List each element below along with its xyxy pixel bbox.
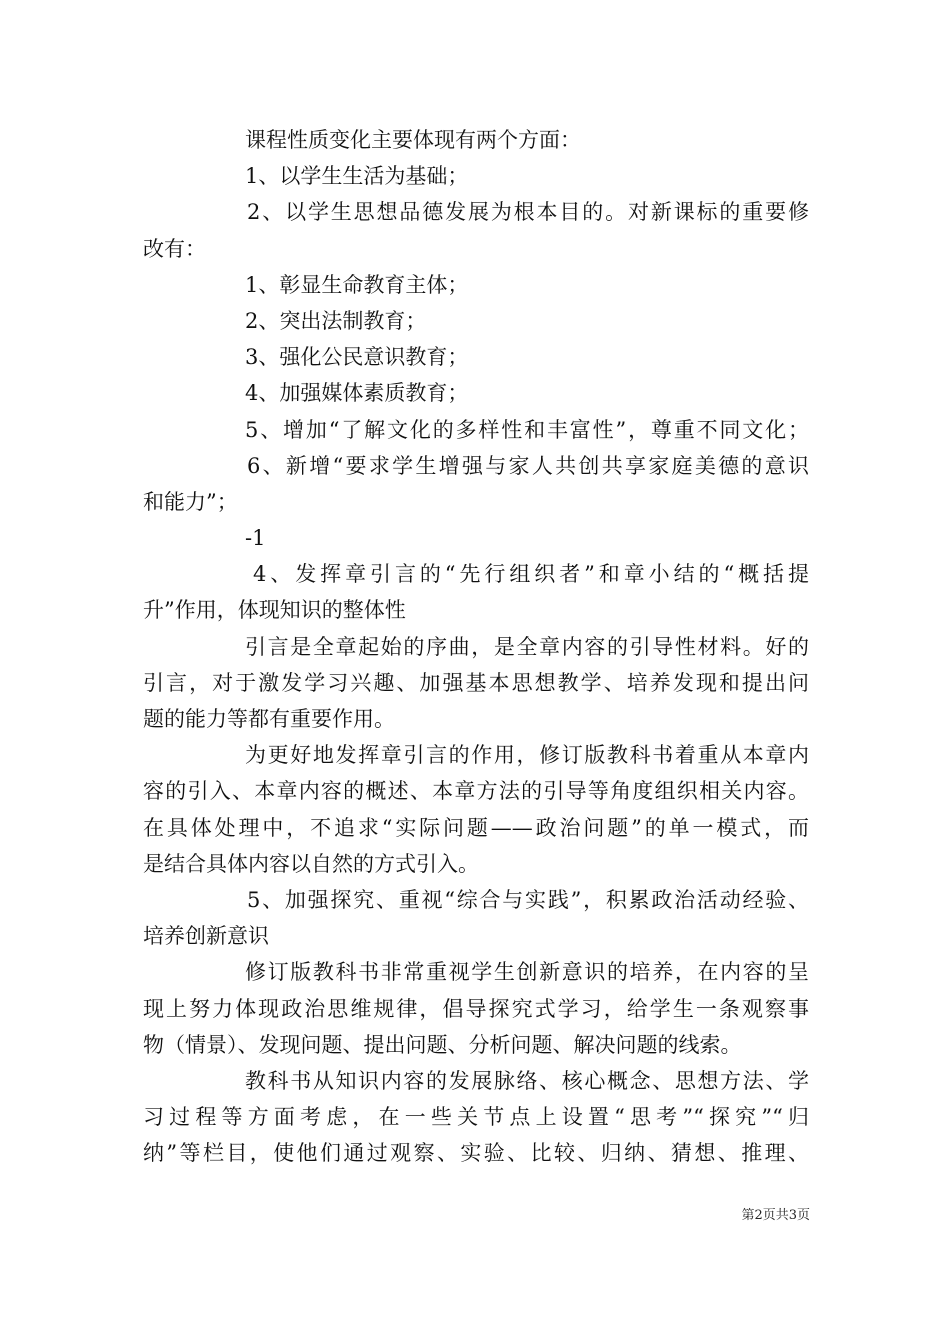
text-line: 5、加强探究、重视“综合与实践”，积累政治活动经验、 bbox=[247, 887, 809, 912]
text-line: 题的能力等都有重要作用。 bbox=[143, 707, 395, 731]
text-line: 课程性质变化主要体现有两个方面： bbox=[245, 128, 581, 152]
text-line: 4、发挥章引言的“先行组织者”和章小结的“概括提 bbox=[253, 562, 809, 587]
text-line: 3、强化公民意识教育； bbox=[245, 345, 469, 370]
text-line: 4、加强媒体素质教育； bbox=[245, 381, 469, 406]
text-line: 和能力”； bbox=[143, 489, 238, 514]
text-line: 2、突出法制教育； bbox=[245, 308, 427, 333]
text-line: 为更好地发挥章引言的作用，修订版教科书着重从本章内 bbox=[245, 743, 809, 768]
text-line: 纳”等栏目，使他们通过观察、实验、比较、归纳、猜想、推理、 bbox=[143, 1141, 809, 1166]
text-line: 习过程等方面考虑，在一些关节点上设置“思考”“探究”“归 bbox=[143, 1105, 809, 1130]
text-line: 引言是全章起始的序曲，是全章内容的引导性材料。好的 bbox=[245, 634, 809, 659]
text-line: 6、新增“要求学生增强与家人共创共享家庭美德的意识 bbox=[247, 453, 809, 478]
text-line: 修订版教科书非常重视学生创新意识的培养，在内容的呈 bbox=[245, 960, 809, 985]
text-line: 1、彰显生命教育主体； bbox=[245, 272, 469, 297]
text-line: 改有： bbox=[143, 236, 206, 261]
text-line: 教科书从知识内容的发展脉络、核心概念、思想方法、学 bbox=[245, 1068, 809, 1093]
text-line: 在具体处理中，不追求“实际问题——政治问题”的单一模式，而 bbox=[143, 815, 809, 840]
text-line: 是结合具体内容以自然的方式引入。 bbox=[143, 851, 479, 876]
text-line: 升”作用，体现知识的整体性 bbox=[143, 598, 406, 623]
text-line: 物（情景）、发现问题、提出问题、分析问题、解决问题的线索。 bbox=[143, 1032, 742, 1057]
text-line: 2、以学生思想品德发展为根本目的。对新课标的重要修 bbox=[247, 200, 809, 225]
document-body bbox=[143, 122, 809, 1171]
page-number: 第2页共3页 bbox=[741, 1208, 810, 1223]
text-line: 培养创新意识 bbox=[143, 924, 269, 949]
text-line: 引言，对于激发学习兴趣、加强基本思想教学、培养发现和提出问 bbox=[143, 670, 809, 695]
text-line: 现上努力体现政治思维规律，倡导探究式学习，给学生一条观察事 bbox=[143, 996, 809, 1021]
text-line: 1、以学生生活为基础； bbox=[245, 164, 469, 189]
text-line: -1 bbox=[245, 526, 266, 551]
text-line: 5、增加“了解文化的多样性和丰富性”，尊重不同文化； bbox=[245, 417, 809, 442]
text-line: 容的引入、本章内容的概述、本章方法的引导等角度组织相关内容。 bbox=[143, 779, 809, 804]
